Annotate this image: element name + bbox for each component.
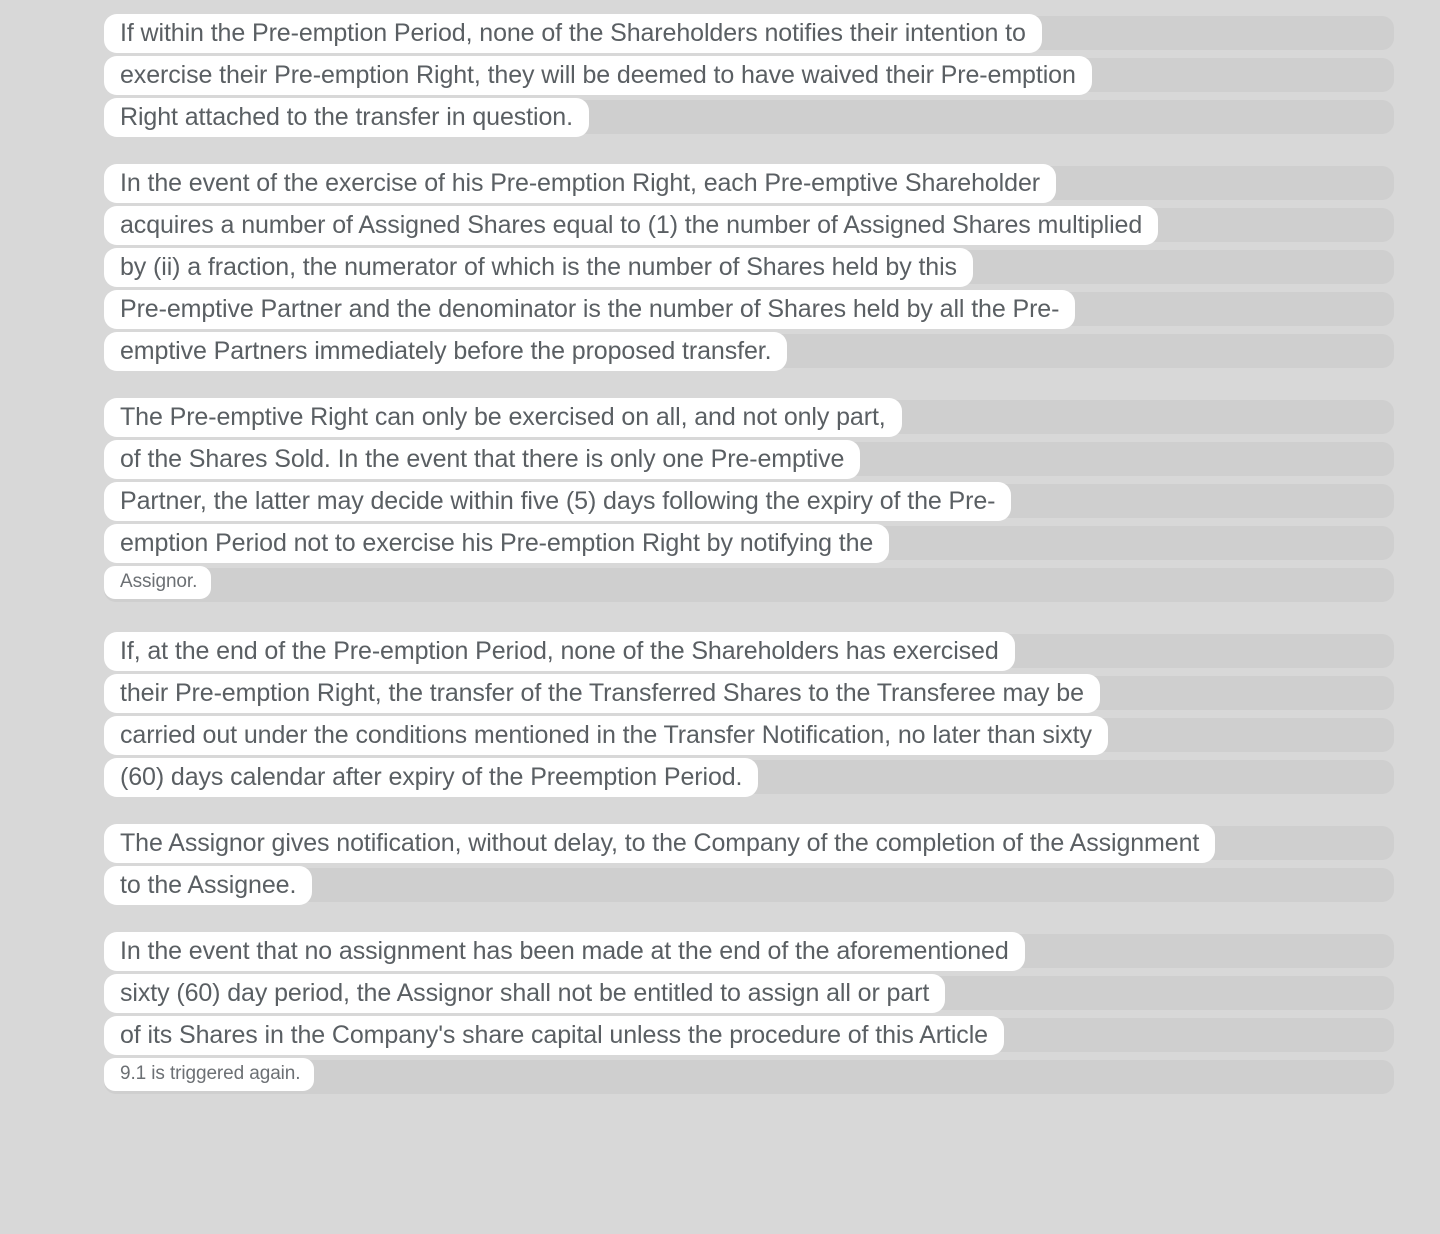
document-line xyxy=(104,758,1440,796)
highlighted-text: If, at the end of the Pre-emption Period, none of the Shareholders has exercised xyxy=(104,632,1015,671)
document-line xyxy=(104,14,1440,52)
highlighted-text: (60) days calendar after expiry of the Preemption Period. xyxy=(104,758,758,797)
document-paragraph xyxy=(104,14,1440,136)
paragraph-container xyxy=(0,14,1440,1096)
highlighted-text: The Pre-emptive Right can only be exercised on all, and not only part, xyxy=(104,398,902,437)
document-line xyxy=(104,440,1440,478)
highlighted-text: their Pre-emption Right, the transfer of the Transferred Shares to the Transferee may be xyxy=(104,674,1100,713)
highlighted-text: sixty (60) day period, the Assignor shall not be entitled to assign all or part xyxy=(104,974,945,1013)
highlighted-text: of the Shares Sold. In the event that there is only one Pre-emptive xyxy=(104,440,860,479)
document-line xyxy=(104,674,1440,712)
highlighted-text: of its Shares in the Company's share capital unless the procedure of this Article xyxy=(104,1016,1004,1055)
highlighted-text: by (ii) a fraction, the numerator of which is the number of Shares held by this xyxy=(104,248,973,287)
document-paragraph xyxy=(104,632,1440,796)
highlighted-text: acquires a number of Assigned Shares equal to (1) the number of Assigned Shares multiplied xyxy=(104,206,1158,245)
document-line xyxy=(104,164,1440,202)
document-line xyxy=(104,1058,1440,1096)
highlighted-text: exercise their Pre-emption Right, they will be deemed to have waived their Pre-emption xyxy=(104,56,1092,95)
line-background-block xyxy=(104,568,1394,602)
document-paragraph xyxy=(104,164,1440,370)
document-paragraph xyxy=(104,932,1440,1096)
document-line xyxy=(104,482,1440,520)
highlighted-text: to the Assignee. xyxy=(104,866,312,905)
document-line xyxy=(104,974,1440,1012)
document-line xyxy=(104,398,1440,436)
document-line xyxy=(104,524,1440,562)
document-line xyxy=(104,248,1440,286)
highlighted-text: If within the Pre-emption Period, none of the Shareholders notifies their intention to xyxy=(104,14,1042,53)
highlighted-text: Assignor. xyxy=(104,566,211,599)
highlighted-text: In the event that no assignment has been made at the end of the aforementioned xyxy=(104,932,1025,971)
highlighted-text: Right attached to the transfer in question. xyxy=(104,98,589,137)
document-line xyxy=(104,632,1440,670)
document-line xyxy=(104,566,1440,604)
document-line xyxy=(104,932,1440,970)
document-line xyxy=(104,98,1440,136)
document-line xyxy=(104,56,1440,94)
document-line xyxy=(104,1016,1440,1054)
document-line xyxy=(104,332,1440,370)
highlighted-text: Partner, the latter may decide within five (5) days following the expiry of the Pre- xyxy=(104,482,1011,521)
highlighted-text: In the event of the exercise of his Pre-emption Right, each Pre-emptive Shareholder xyxy=(104,164,1056,203)
highlighted-text: The Assignor gives notification, without delay, to the Company of the completion of the Assignment xyxy=(104,824,1215,863)
document-paragraph xyxy=(104,398,1440,604)
document-line xyxy=(104,866,1440,904)
document-line xyxy=(104,290,1440,328)
document-paragraph xyxy=(104,824,1440,904)
document-line xyxy=(104,824,1440,862)
document-line xyxy=(104,206,1440,244)
highlighted-text: emption Period not to exercise his Pre-emption Right by notifying the xyxy=(104,524,889,563)
highlighted-text: emptive Partners immediately before the proposed transfer. xyxy=(104,332,787,371)
highlighted-text: Pre-emptive Partner and the denominator is the number of Shares held by all the Pre- xyxy=(104,290,1075,329)
highlighted-text: carried out under the conditions mentioned in the Transfer Notification, no later than sixty xyxy=(104,716,1108,755)
highlighted-text: 9.1 is triggered again. xyxy=(104,1058,314,1091)
document-line xyxy=(104,716,1440,754)
